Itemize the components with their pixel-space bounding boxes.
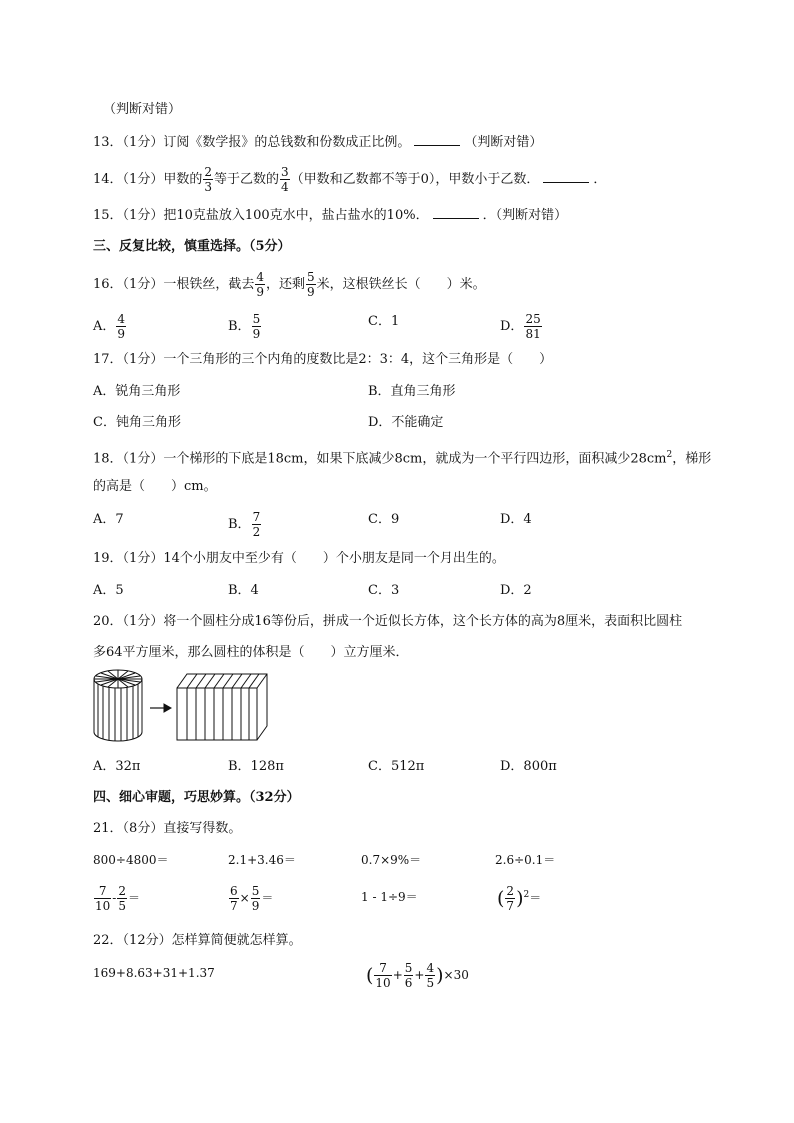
question-18-line1: 18．（1分）一个梯形的下底是18cm，如果下底减少8cm，就成为一个平行四边形，面积减少$28cm^2$，梯形 (93, 450, 712, 467)
calc-item: 2.6÷0.1＝ (495, 853, 556, 867)
q20-option-d[interactable]: D．800π (500, 759, 557, 774)
q18-option-a[interactable]: A．7 (93, 512, 124, 527)
q19-option-b[interactable]: B．4 (228, 583, 259, 598)
cuboid-drawing (177, 674, 267, 740)
fraction: $\frac{4}{9}$ (256, 270, 264, 299)
q20-option-b[interactable]: B．128π (228, 759, 284, 774)
q18-option-c[interactable]: C．9 (368, 512, 400, 527)
question-21: 21．（8分）直接写得数。 (93, 821, 242, 836)
question-14 (93, 166, 606, 193)
q17-option-b[interactable]: B．直角三角形 (368, 384, 456, 399)
calc-item: $\frac{7}{10}$ - $\frac{2}{5}$ ＝ (95, 884, 140, 913)
q20-option-a[interactable]: A．32π (93, 759, 141, 774)
q14-tail: （甲数和乙数都不等于0），甲数小于乙数． (290, 172, 540, 187)
question-16 (93, 271, 486, 298)
question-18-line2: 的高是（ ）cm。 (93, 479, 217, 494)
cylinder-to-cuboid-figure (92, 668, 272, 748)
q16-option-c[interactable]: C．1 (368, 314, 400, 329)
calc-item: 1 - 1÷9＝ (361, 890, 418, 904)
question-13 (93, 133, 542, 152)
question-20-line1: 20．（1分）将一个圆柱分成16等份后，拼成一个近似长方体，这个长方体的高为8厘米，表面积比圆柱 (93, 614, 683, 629)
calc-item: 0.7×9%＝ (361, 853, 422, 867)
q17-option-a[interactable]: A．锐角三角形 (93, 384, 181, 399)
q19-option-d[interactable]: D．2 (500, 583, 532, 598)
fraction: $\frac{2}{3}$ (204, 165, 212, 194)
arrow-icon (150, 704, 171, 712)
q20-option-c[interactable]: C．512π (368, 759, 425, 774)
q16-option-d[interactable]: D． $\frac{25}{81}$ (500, 312, 541, 341)
q16-option-b[interactable]: B． $\frac{5}{9}$ (228, 312, 261, 341)
q16-option-a[interactable]: A． $\frac{4}{9}$ (93, 312, 126, 341)
fraction: $\frac{5}{9}$ (306, 270, 315, 299)
q14-mid: 等于乙数的 (213, 172, 279, 187)
answer-blank[interactable] (414, 133, 460, 146)
question-19: 19．（1分）14个小朋友中至少有（ ）个小朋友是同一个月出生的。 (93, 551, 505, 566)
answer-blank[interactable] (433, 206, 479, 219)
calc-item: 2.1+3.46＝ (228, 853, 296, 867)
q16-tail: 米，这根铁丝长（ ）米。 (316, 277, 486, 292)
q15-tail: ．（判断对错） (482, 208, 568, 223)
q13-text: 13．（1分）订阅《数学报》的总钱数和份数成正比例。 (93, 135, 411, 150)
q14-end: ． (593, 172, 607, 187)
calc-item: 800÷4800＝ (93, 853, 169, 867)
q15-text: 15．（1分）把10克盐放入100克水中，盐占盐水的10%． (93, 208, 429, 223)
q19-option-a[interactable]: A．5 (93, 583, 124, 598)
section-3-heading: 三、反复比较，慎重选择。（5分） (93, 239, 291, 254)
fraction: $\frac{3}{4}$ (280, 165, 289, 194)
q17-option-d[interactable]: D．不能确定 (368, 415, 444, 430)
q18-option-d[interactable]: D．4 (500, 512, 532, 527)
q12-tail: （判断对错） (103, 102, 182, 117)
section-4-heading: 四、细心审题，巧思妙算。（32分） (93, 790, 300, 805)
question-17: 17．（1分）一个三角形的三个内角的度数比是2：3：4，这个三角形是（ ） (93, 352, 553, 367)
question-15 (93, 206, 567, 225)
q13-tail: （判断对错） (464, 135, 543, 150)
q17-option-c[interactable]: C．钝角三角形 (93, 415, 181, 430)
calc-item: ( $\frac{7}{10}$ + $\frac{5}{6}$ + $\frac{4}{5}$ )×30 (366, 961, 469, 990)
q16-prefix: 16．（1分）一根铁丝，截去 (93, 277, 255, 292)
calc-item: 169+8.63+31+1.37 (93, 966, 215, 980)
question-20-line2: 多64平方厘米，那么圆柱的体积是（ ）立方厘米． (93, 645, 409, 660)
q14-prefix: 14．（1分）甲数的 (93, 172, 203, 187)
calc-item: $\frac{6}{7}$ × $\frac{5}{9}$ ＝ (230, 884, 274, 913)
q19-option-c[interactable]: C．3 (368, 583, 400, 598)
answer-blank[interactable] (543, 170, 589, 183)
question-22: 22．（12分）怎样算简便就怎样算。 (93, 933, 302, 948)
q16-mid: ，还剩 (265, 277, 305, 292)
q18-option-b[interactable]: B． $\frac{7}{2}$ (228, 510, 261, 539)
cylinder-drawing (94, 670, 142, 741)
calc-item: ( $\frac{2}{7}$ )$^2$＝ (497, 884, 542, 913)
